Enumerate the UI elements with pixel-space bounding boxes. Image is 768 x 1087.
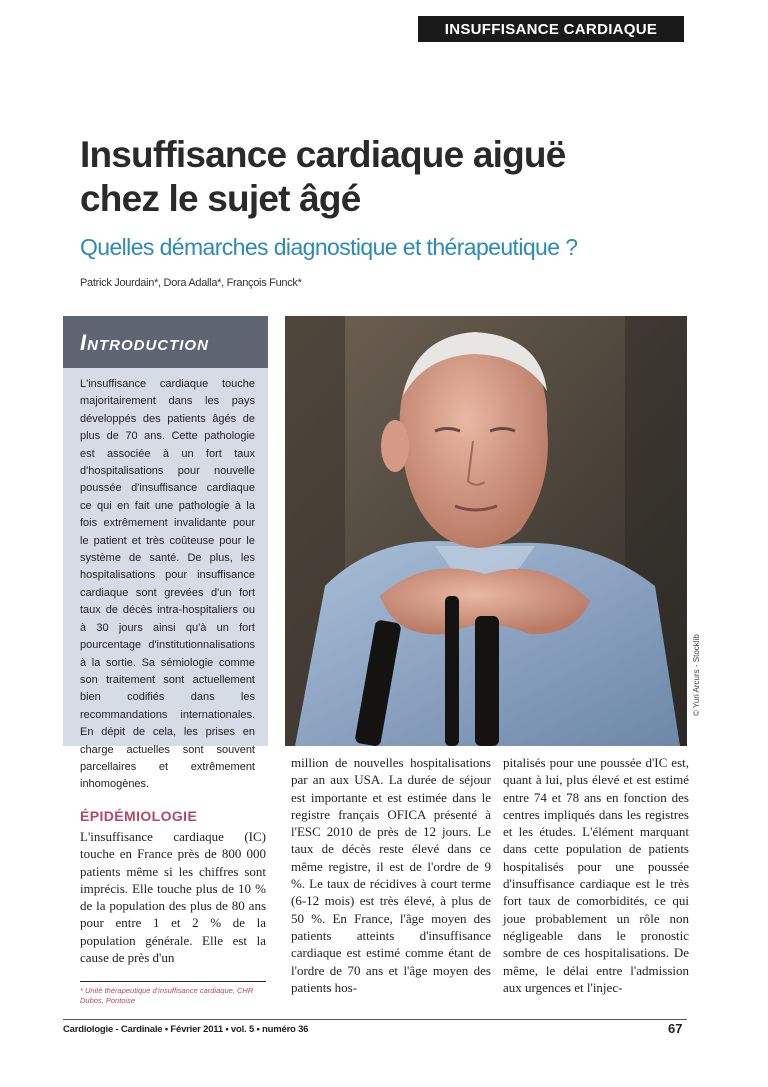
footnote-divider <box>80 981 266 982</box>
intro-heading: Introduction <box>63 316 268 368</box>
body-column-2: million de nouvelles hospitalisations par an aux USA. La durée de séjour est importante et est estimée dans le registre français OFICA présenté à l'ESC 2010 de près de 12 jours. Le taux de décès reste élevé dans ce même registre, il est de l'ordre de 9 %. Le taux de récidives à court terme (6-12 mois) est très élevé, à plus de 50 %. En France, l'âge moyen des patients atteints d'insuffisance cardiaque est estimé comme étant de l'ordre de 70 ans et l'âge moyen des patients hos- <box>291 755 491 995</box>
footnote: * Unité thérapeutique d'insuffisance cardiaque, CHR Dubos, Pontoise <box>80 986 254 1005</box>
photo-credit: © Yuri Arcurs - Stocklib <box>692 634 701 716</box>
title-line-1: Insuffisance cardiaque aiguë <box>80 134 566 175</box>
body-column-3: pitalisés pour une poussée d'IC est, quant à lui, plus élevé et est estimé entre 74 et 78 ans en fonction des centres impliqués dans les registres et les études. L'élément marquant dans cette population de patients hospitalisés pour une poussée d'insuffisance cardiaque est le très fort taux de comorbidités, ce qui joue probablement un rôle non négligeable dans le pronostic sombre de ces hospitalisations. De même, le délai entre l'admission aux urgences et l'injec- <box>503 755 689 995</box>
authors: Patrick Jourdain*, Dora Adalla*, François Funck* <box>80 277 302 289</box>
title-line-2: chez le sujet âgé <box>80 178 361 219</box>
page-number: 67 <box>668 1021 683 1036</box>
journal-footer: Cardiologie - Cardinale • Février 2011 • vol. 5 • numéro 36 <box>63 1024 309 1035</box>
body-column-1: L'insuffisance cardiaque (IC) touche en France près de 800 000 patients même si les chiffres sont imprécis. Elle touche plus de 10 % de la population des plus de 80 ans pour entre 1 et 2 % de la population générale. Elle est la cause de près d'un <box>80 829 266 966</box>
section-label: INSUFFISANCE CARDIAQUE <box>444 20 658 38</box>
footer-divider <box>63 1019 687 1020</box>
article-title <box>80 133 720 221</box>
section-heading-epidemiologie: ÉPIDÉMIOLOGIE <box>80 808 198 824</box>
elderly-man-photo <box>285 316 687 746</box>
article-subtitle: Quelles démarches diagnostique et thérapeutique ? <box>80 234 578 260</box>
section-banner <box>418 16 684 42</box>
intro-text: L'insuffisance cardiaque touche majoritairement dans les pays développés des patients âgés de plus de 70 ans. Cette pathologie est associée à un fort taux d'hospitalisations pour nouvelle poussée d'insuffisance cardiaque ce qui en fait une pathologie à la fois extrêmement invalidante pour le patient et très coûteuse pour le système de santé. De plus, les hospitalisations pour insuffisance cardiaque sont grevées d'un fort taux de décès intra-hospitaliers ou à 30 jours ainsi qu'à un fort pourcentage d'institutionnalisations à la sortie. Sa sémiologie comme son traitement sont actuellement bien codifiés dans les recommandations internationales. En dépit de cela, les prises en charge actuelles sont souvent parcellaires et extrêmement inhomogènes. <box>80 378 255 791</box>
